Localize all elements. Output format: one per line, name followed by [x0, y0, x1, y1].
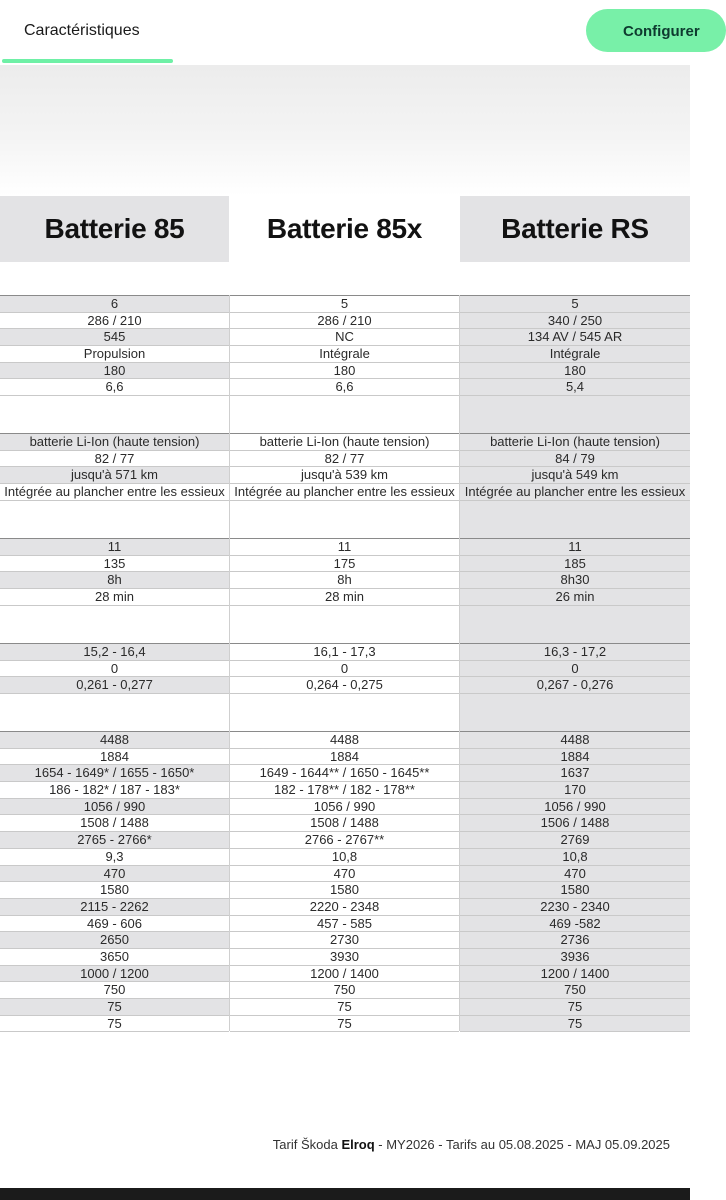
column-title: Batterie 85x — [266, 213, 423, 244]
spec-cell: jusqu'à 549 km — [460, 467, 690, 484]
spec-cell: 180 — [460, 363, 690, 380]
spec-cell: 4488 — [230, 732, 459, 749]
spec-cell: Intégrée au plancher entre les essieux — [230, 484, 459, 501]
spec-section — [230, 731, 459, 1032]
spec-cell: 11 — [230, 539, 459, 556]
top-navigation-bar — [0, 0, 700, 65]
spec-cell: 0,261 - 0,277 — [0, 677, 229, 694]
spec-cell: 1884 — [230, 749, 459, 766]
spec-section — [460, 643, 690, 694]
spec-section — [460, 433, 690, 501]
spec-section — [0, 643, 229, 694]
spec-cell: 470 — [0, 866, 229, 883]
spec-cell: 2220 - 2348 — [230, 899, 459, 916]
spec-cell: 1056 / 990 — [460, 799, 690, 816]
spec-cell: 6,6 — [0, 379, 229, 396]
spec-cell: 84 / 79 — [460, 451, 690, 468]
spec-cell: 1884 — [0, 749, 229, 766]
spec-cell: 75 — [460, 1016, 690, 1033]
spec-cell: jusqu'à 539 km — [230, 467, 459, 484]
spec-column-batterie-85x — [229, 295, 460, 1031]
spec-cell: 4488 — [0, 732, 229, 749]
spec-cell: 5 — [460, 296, 690, 313]
spec-cell: 3650 — [0, 949, 229, 966]
spec-cell: 1200 / 1400 — [230, 966, 459, 983]
spec-cell: 340 / 250 — [460, 313, 690, 330]
spec-cell: 75 — [0, 1016, 229, 1033]
spec-cell: 0 — [230, 661, 459, 678]
spec-cell: 2115 - 2262 — [0, 899, 229, 916]
spec-cell: 470 — [460, 866, 690, 883]
column-header-batterie-85x — [229, 196, 460, 262]
spec-cell: 5 — [230, 296, 459, 313]
spec-cell: 10,8 — [460, 849, 690, 866]
spec-cell: Intégrale — [230, 346, 459, 363]
spec-cell: 1580 — [0, 882, 229, 899]
hero-banner — [0, 65, 690, 196]
spec-cell: Propulsion — [0, 346, 229, 363]
spec-cell: 82 / 77 — [230, 451, 459, 468]
spec-cell: 28 min — [230, 589, 459, 606]
spec-section — [460, 295, 690, 396]
spec-section — [0, 433, 229, 501]
spec-cell: 1056 / 990 — [0, 799, 229, 816]
bottom-bar — [0, 1188, 690, 1200]
spec-cell: 750 — [460, 982, 690, 999]
spec-cell: 2736 — [460, 932, 690, 949]
spec-cell: 4488 — [460, 732, 690, 749]
spec-cell: 180 — [230, 363, 459, 380]
spec-cell: 11 — [0, 539, 229, 556]
spec-cell: 2650 — [0, 932, 229, 949]
spec-cell: 75 — [0, 999, 229, 1016]
spec-cell: 75 — [230, 999, 459, 1016]
spec-cell: 180 — [0, 363, 229, 380]
spec-cell: 28 min — [0, 589, 229, 606]
spec-cell: Intégrale — [460, 346, 690, 363]
column-header-batterie-85 — [0, 196, 229, 262]
spec-cell: 545 — [0, 329, 229, 346]
spec-cell: 1884 — [460, 749, 690, 766]
spec-cell: 182 - 178** / 182 - 178** — [230, 782, 459, 799]
column-title: Batterie 85 — [44, 213, 185, 244]
spec-cell: 2769 — [460, 832, 690, 849]
spec-cell: 469 -582 — [460, 916, 690, 933]
footnote-prefix: Tarif Škoda — [272, 1137, 342, 1152]
spec-cell: 457 - 585 — [230, 916, 459, 933]
spec-cell: 1649 - 1644** / 1650 - 1645** — [230, 765, 459, 782]
spec-cell: 82 / 77 — [0, 451, 229, 468]
spec-section — [460, 538, 690, 606]
spec-column-batterie-rs — [460, 295, 690, 1031]
spec-cell: 469 - 606 — [0, 916, 229, 933]
spec-cell: 8h — [0, 572, 229, 589]
spec-cell: batterie Li-Ion (haute tension) — [230, 434, 459, 451]
spec-section — [0, 731, 229, 1032]
footnote-model: Elroq — [341, 1137, 375, 1152]
spec-cell: Intégrée au plancher entre les essieux — [460, 484, 690, 501]
pricing-footnote — [273, 1137, 670, 1152]
spec-cell: NC — [230, 329, 459, 346]
spec-cell: 8h30 — [460, 572, 690, 589]
spec-section — [460, 731, 690, 1032]
spec-cell: 175 — [230, 556, 459, 573]
section-spacer — [0, 396, 229, 433]
active-tab-indicator — [2, 59, 173, 63]
spec-section — [230, 538, 459, 606]
spec-cell: 1508 / 1488 — [0, 815, 229, 832]
spec-cell: 15,2 - 16,4 — [0, 644, 229, 661]
section-spacer — [0, 501, 229, 538]
spec-cell: 1580 — [460, 882, 690, 899]
spec-cell: 26 min — [460, 589, 690, 606]
spec-cell: 6 — [0, 296, 229, 313]
section-spacer — [0, 606, 229, 643]
spec-section — [0, 295, 229, 396]
spec-cell: 2766 - 2767** — [230, 832, 459, 849]
spec-cell: 0,267 - 0,276 — [460, 677, 690, 694]
spec-cell: 5,4 — [460, 379, 690, 396]
spec-cell: 134 AV / 545 AR — [460, 329, 690, 346]
spec-cell: 286 / 210 — [0, 313, 229, 330]
spec-cell: jusqu'à 571 km — [0, 467, 229, 484]
spec-cell: 6,6 — [230, 379, 459, 396]
spec-section — [0, 538, 229, 606]
configure-button-label: Configurer — [623, 23, 700, 40]
tab-caracteristiques-label: Caractéristiques — [24, 22, 140, 39]
spec-cell: 185 — [460, 556, 690, 573]
spec-cell: 1637 — [460, 765, 690, 782]
spec-cell: 750 — [230, 982, 459, 999]
spec-cell: 1200 / 1400 — [460, 966, 690, 983]
spec-cell: 10,8 — [230, 849, 459, 866]
spec-cell: 1000 / 1200 — [0, 966, 229, 983]
footnote-suffix: - MY2026 - Tarifs au 05.08.2025 - MAJ 05.09.2025 — [374, 1137, 670, 1152]
spec-cell: 8h — [230, 572, 459, 589]
spec-cell: Intégrée au plancher entre les essieux — [0, 484, 229, 501]
spec-cell: 16,3 - 17,2 — [460, 644, 690, 661]
column-header-batterie-rs — [460, 196, 690, 262]
spec-cell: 2765 - 2766* — [0, 832, 229, 849]
spec-section — [230, 433, 459, 501]
spec-cell: 75 — [230, 1016, 459, 1033]
section-spacer — [0, 694, 229, 731]
spec-cell: 0 — [460, 661, 690, 678]
spec-cell: 75 — [460, 999, 690, 1016]
spec-cell: 1508 / 1488 — [230, 815, 459, 832]
spec-cell: 1654 - 1649* / 1655 - 1650* — [0, 765, 229, 782]
spec-cell: 2730 — [230, 932, 459, 949]
column-title: Batterie RS — [501, 213, 649, 244]
spec-cell: 0 — [0, 661, 229, 678]
spec-cell: 0,264 - 0,275 — [230, 677, 459, 694]
spec-cell: batterie Li-Ion (haute tension) — [0, 434, 229, 451]
spec-cell: 750 — [0, 982, 229, 999]
spec-cell: 1580 — [230, 882, 459, 899]
spec-cell: 470 — [230, 866, 459, 883]
spec-cell: 286 / 210 — [230, 313, 459, 330]
spec-cell: 186 - 182* / 187 - 183* — [0, 782, 229, 799]
spec-cell: 9,3 — [0, 849, 229, 866]
configure-button[interactable] — [586, 9, 726, 52]
spec-cell: 3930 — [230, 949, 459, 966]
spec-cell: 2230 - 2340 — [460, 899, 690, 916]
spec-cell: 16,1 - 17,3 — [230, 644, 459, 661]
spec-cell: 170 — [460, 782, 690, 799]
spec-cell: 3936 — [460, 949, 690, 966]
spec-section — [230, 643, 459, 694]
tab-caracteristiques[interactable] — [2, 0, 173, 65]
spec-cell: batterie Li-Ion (haute tension) — [460, 434, 690, 451]
spec-section — [230, 295, 459, 396]
spec-cell: 1056 / 990 — [230, 799, 459, 816]
spec-cell: 135 — [0, 556, 229, 573]
spec-cell: 1506 / 1488 — [460, 815, 690, 832]
spec-column-batterie-85 — [0, 295, 229, 1031]
spec-cell: 11 — [460, 539, 690, 556]
